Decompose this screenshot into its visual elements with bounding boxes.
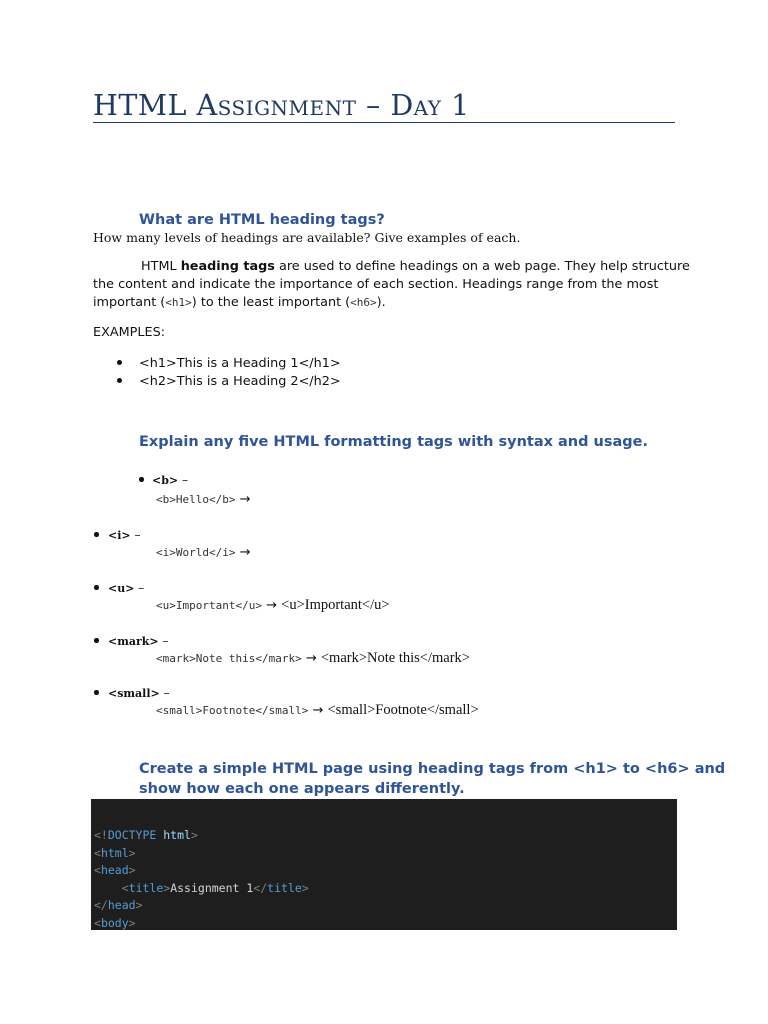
format-tag-b bbox=[152, 471, 188, 489]
code-tag: head bbox=[107, 898, 136, 912]
rendered-output: <small>Footnote</small> bbox=[327, 702, 479, 718]
examples-label: EXAMPLES: bbox=[93, 325, 166, 340]
rendered-output: <mark>Note this</mark> bbox=[320, 650, 470, 666]
para-text: HTML bbox=[141, 259, 181, 274]
inline-code-h1: <h1> bbox=[165, 296, 192, 309]
code-line-head-close bbox=[94, 897, 143, 915]
tag-dash: – bbox=[178, 473, 188, 487]
example-item: <h1>This is a Heading 1</h1> bbox=[139, 356, 341, 371]
section3-heading-line2: show how each one appears differently. bbox=[139, 781, 465, 797]
code-punct: > bbox=[128, 915, 136, 930]
arrow-icon: → bbox=[235, 545, 251, 560]
code-line-html bbox=[94, 845, 136, 863]
code-tag: title bbox=[128, 880, 164, 895]
code-example: <small>Footnote</small> bbox=[156, 704, 309, 717]
bullet-icon bbox=[117, 360, 122, 365]
code-punct: <! bbox=[94, 828, 108, 842]
code-example: <i>World</i> bbox=[156, 546, 236, 559]
tag-name: <b> bbox=[152, 474, 179, 487]
tag-name: <u> bbox=[108, 582, 135, 595]
para-text: ) to the least important ( bbox=[191, 295, 351, 310]
format-example-u bbox=[156, 596, 390, 614]
section1-heading: What are HTML heading tags? bbox=[139, 212, 385, 228]
code-punct: < bbox=[121, 880, 129, 895]
tag-dash: – bbox=[159, 686, 170, 700]
code-punct: </ bbox=[253, 880, 268, 895]
tag-name: <small> bbox=[108, 687, 160, 700]
section2-heading: Explain any five HTML formatting tags with syntax and usage. bbox=[139, 434, 649, 450]
code-punct: > bbox=[190, 828, 198, 842]
code-punct: > bbox=[301, 880, 309, 895]
tag-dash: – bbox=[134, 581, 145, 595]
code-example: <mark>Note this</mark> bbox=[156, 652, 302, 665]
para-text: ). bbox=[376, 295, 386, 310]
code-block bbox=[91, 799, 677, 930]
format-example-i bbox=[156, 543, 251, 561]
arrow-icon: → bbox=[235, 492, 251, 507]
code-keyword: DOCTYPE bbox=[107, 828, 157, 842]
tag-name: <mark> bbox=[108, 635, 159, 648]
code-punct: > bbox=[163, 880, 171, 895]
tag-name: <i> bbox=[108, 529, 131, 542]
arrow-icon: → bbox=[308, 703, 328, 718]
code-line-body bbox=[94, 915, 136, 933]
code-punct: > bbox=[135, 898, 143, 912]
bullet-icon bbox=[94, 585, 99, 590]
para-text: important ( bbox=[93, 295, 166, 310]
code-tag: html bbox=[100, 845, 129, 860]
code-tag: title bbox=[267, 880, 302, 895]
code-tag: body bbox=[100, 915, 129, 930]
document-title: HTML Assignment – Day 1 bbox=[93, 89, 470, 122]
format-example-mark bbox=[156, 649, 470, 667]
format-tag-small bbox=[108, 684, 170, 702]
code-punct: < bbox=[94, 863, 101, 877]
bullet-icon bbox=[94, 532, 99, 537]
code-tag: head bbox=[100, 863, 129, 877]
inline-code-h6: <h6> bbox=[350, 296, 377, 309]
code-line-head bbox=[94, 862, 136, 880]
format-tag-u bbox=[108, 579, 144, 597]
section3-heading-line1: Create a simple HTML page using heading tags from <h1> to <h6> and bbox=[139, 761, 726, 777]
rendered-output: <u>Important</u> bbox=[281, 597, 390, 613]
code-punct: > bbox=[128, 845, 136, 860]
example-item: <h2>This is a Heading 2</h2> bbox=[139, 374, 341, 389]
format-tag-mark bbox=[108, 632, 168, 650]
format-example-small bbox=[156, 701, 479, 719]
para-bold-text: heading tags bbox=[180, 259, 275, 274]
section1-paragraph-line1 bbox=[141, 258, 690, 276]
code-line-doctype bbox=[94, 827, 198, 845]
title-underline bbox=[93, 122, 675, 123]
code-indent bbox=[94, 881, 122, 895]
bullet-icon bbox=[139, 477, 144, 482]
code-attr: html bbox=[156, 828, 191, 842]
code-example: <b>Hello</b> bbox=[156, 493, 236, 506]
section1-question: How many levels of headings are available? Give examples of each. bbox=[93, 230, 521, 245]
code-punct: </ bbox=[94, 898, 108, 912]
code-punct: < bbox=[94, 845, 101, 860]
arrow-icon: → bbox=[301, 651, 321, 666]
code-text: Assignment 1 bbox=[170, 880, 254, 895]
code-example: <u>Important</u> bbox=[156, 599, 262, 612]
bullet-icon bbox=[94, 638, 99, 643]
format-example-b bbox=[156, 490, 251, 508]
section1-paragraph-line2: the content and indicate the importance of each section. Headings range from the most bbox=[93, 277, 659, 292]
section1-paragraph-line3 bbox=[93, 294, 386, 312]
bullet-icon bbox=[94, 690, 99, 695]
tag-dash: – bbox=[130, 528, 141, 542]
code-line-title bbox=[94, 880, 309, 898]
tag-dash: – bbox=[158, 634, 169, 648]
bullet-icon bbox=[117, 378, 122, 383]
arrow-icon: → bbox=[261, 598, 282, 613]
code-punct: > bbox=[128, 863, 136, 877]
format-tag-i bbox=[108, 526, 140, 544]
para-text: are used to define headings on a web page. They help structure bbox=[274, 259, 690, 274]
code-punct: < bbox=[94, 915, 101, 930]
